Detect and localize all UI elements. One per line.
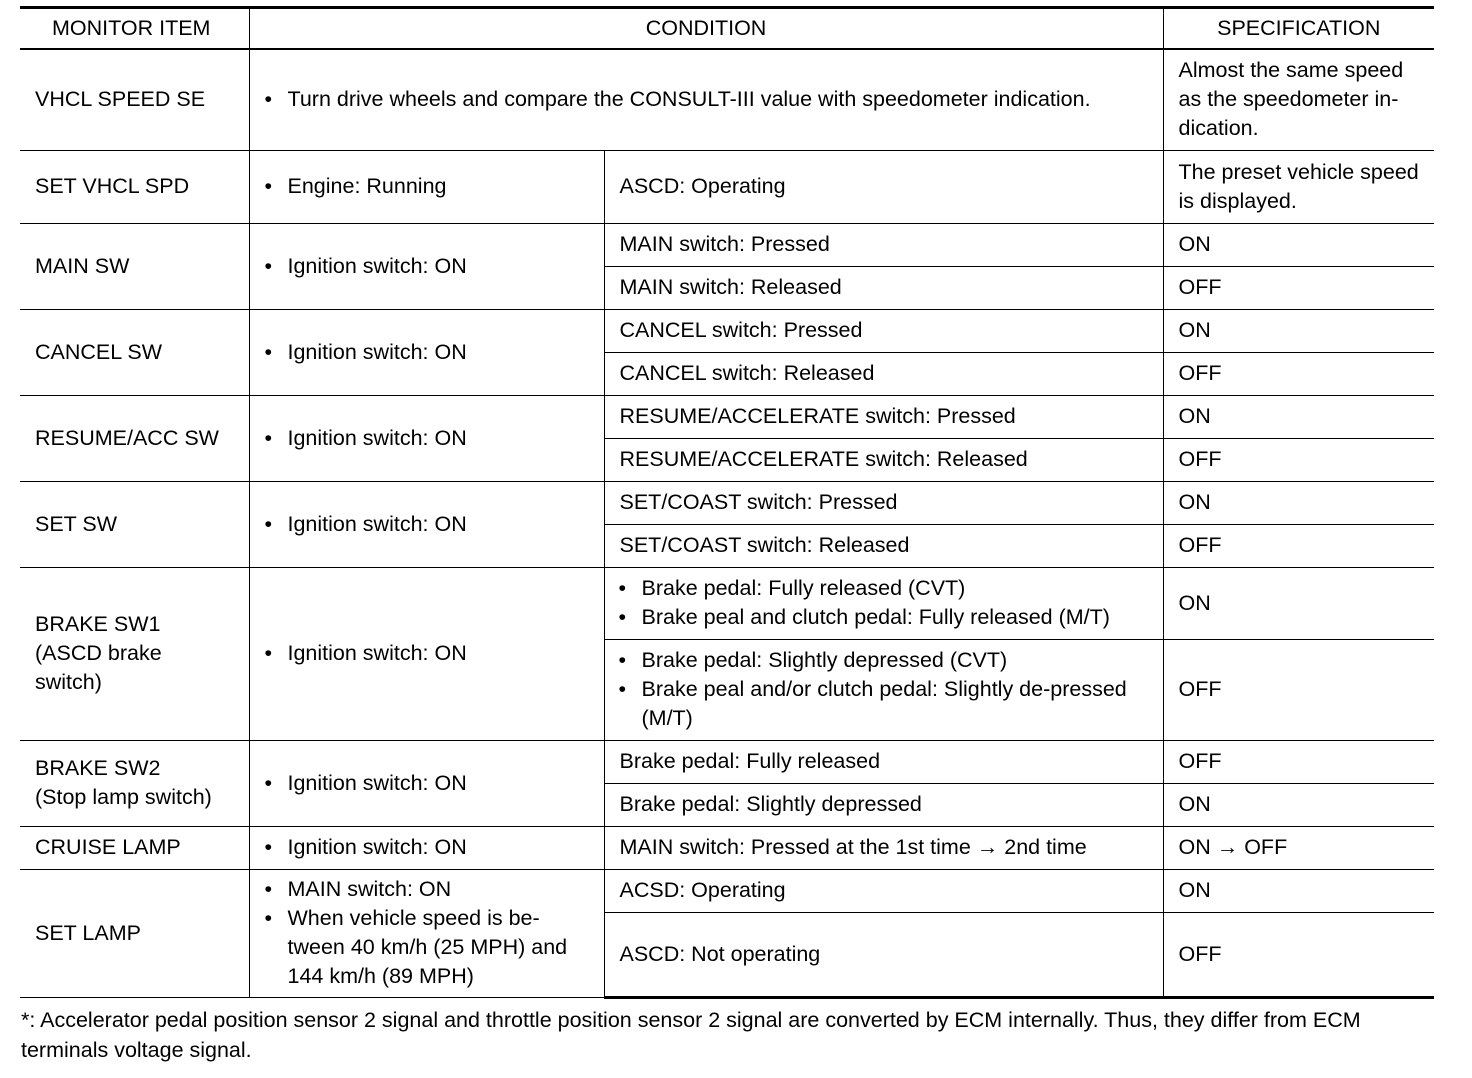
bullet-glyph: • — [264, 835, 273, 859]
state-cell: CANCEL switch: Released — [604, 352, 1163, 395]
state-cell: MAIN switch: Pressed — [604, 223, 1163, 266]
condition-text: Ignition switch: ON — [287, 835, 467, 859]
table-row — [20, 49, 1434, 150]
specification-cell: OFF — [1163, 352, 1434, 395]
state-cell: RESUME/ACCELERATE switch: Released — [604, 438, 1163, 481]
bullet-glyph: • — [618, 605, 627, 629]
condition-text: Ignition switch: ON — [287, 641, 467, 665]
specification-cell: ON — [1163, 783, 1434, 826]
condition-text: Ignition switch: ON — [287, 511, 467, 536]
state-cell: Brake pedal: Slightly depressed — [604, 783, 1163, 826]
state-cell: Brake pedal: Fully released — [604, 740, 1163, 783]
table-row — [20, 309, 1434, 352]
table-row — [20, 481, 1434, 524]
table-row — [20, 567, 1434, 639]
table-header-row — [20, 8, 1434, 50]
condition-cell — [249, 49, 1163, 150]
specification-cell: OFF — [1163, 524, 1434, 567]
bullet-glyph: • — [264, 906, 273, 930]
condition-cell — [249, 395, 604, 481]
document-page — [20, 6, 1434, 1065]
table-row — [20, 740, 1434, 783]
monitor-item-cell: SET SW — [20, 481, 249, 567]
bullet-glyph: • — [264, 877, 273, 901]
condition-text: Ignition switch: ON — [287, 425, 467, 450]
monitor-spec-table — [20, 6, 1434, 999]
condition-cell — [249, 740, 604, 826]
specification-cell: ON — [1163, 869, 1434, 912]
state-cell: RESUME/ACCELERATE switch: Pressed — [604, 395, 1163, 438]
specification-cell: OFF — [1163, 740, 1434, 783]
monitor-item-cell: MAIN SW — [20, 223, 249, 309]
bullet-glyph: • — [618, 677, 627, 701]
condition-cell — [249, 309, 604, 395]
header-condition: CONDITION — [249, 8, 1163, 50]
monitor-item-cell: CRUISE LAMP — [20, 826, 249, 869]
specification-cell: ON — [1163, 309, 1434, 352]
state-cell: ASCD: Operating — [604, 150, 1163, 223]
monitor-item-cell: RESUME/ACC SW — [20, 395, 249, 481]
monitor-item-cell: SET VHCL SPD — [20, 150, 249, 223]
specification-cell: ON → OFF — [1163, 826, 1434, 869]
state-cell: SET/COAST switch: Pressed — [604, 481, 1163, 524]
state-cell: SET/COAST switch: Released — [604, 524, 1163, 567]
condition-text: Ignition switch: ON — [287, 770, 467, 795]
condition-text: When vehicle speed is be-tween 40 km/h (25 MPH) and 144 km/h (89 MPH) — [287, 906, 568, 988]
specification-cell: Almost the same speed as the speedometer in-dication. — [1163, 49, 1434, 150]
specification-cell: ON — [1163, 223, 1434, 266]
header-monitor-item: MONITOR ITEM — [20, 8, 249, 50]
state-text: Brake peal and/or clutch pedal: Slightly de-pressed (M/T) — [641, 677, 1127, 730]
condition-cell — [249, 150, 604, 223]
footnote: *: Accelerator pedal position sensor 2 signal and throttle position sensor 2 signal are converted by ECM internally. Thus, they differ from ECM terminals voltage signal. — [21, 1007, 1361, 1062]
condition-text: Turn drive wheels and compare the CONSULT-III value with speedometer indication. — [287, 87, 1091, 112]
header-specification: SPECIFICATION — [1163, 8, 1434, 50]
state-cell: MAIN switch: Pressed at the 1st time → 2nd time — [604, 826, 1163, 869]
specification-cell: The preset vehicle speed is displayed. — [1163, 150, 1434, 223]
monitor-item-cell: CANCEL SW — [20, 309, 249, 395]
specification-cell: OFF — [1163, 438, 1434, 481]
state-cell — [604, 639, 1163, 740]
state-cell: CANCEL switch: Pressed — [604, 309, 1163, 352]
bullet-glyph: • — [618, 648, 627, 672]
specification-cell: ON — [1163, 481, 1434, 524]
state-cell: ASCD: Not operating — [604, 912, 1163, 997]
bullet-glyph: • — [264, 253, 273, 278]
condition-text: Engine: Running — [287, 174, 447, 198]
monitor-item-cell — [20, 740, 249, 826]
bullet-glyph: • — [264, 174, 273, 198]
specification-cell: OFF — [1163, 639, 1434, 740]
table-row — [20, 223, 1434, 266]
condition-cell — [249, 567, 604, 740]
specification-cell: ON — [1163, 395, 1434, 438]
bullet-glyph: • — [264, 339, 273, 364]
bullet-glyph: • — [264, 641, 273, 665]
monitor-item-line: BRAKE SW2 — [35, 756, 161, 780]
condition-cell — [249, 223, 604, 309]
monitor-item-cell: SET LAMP — [20, 869, 249, 997]
condition-text: MAIN switch: ON — [287, 877, 452, 901]
monitor-item-cell: VHCL SPEED SE — [20, 49, 249, 150]
state-cell: ACSD: Operating — [604, 869, 1163, 912]
condition-text: Ignition switch: ON — [287, 339, 467, 364]
specification-cell: OFF — [1163, 912, 1434, 997]
table-row — [20, 395, 1434, 438]
bullet-glyph: • — [264, 425, 273, 450]
monitor-item-line: (Stop lamp switch) — [35, 785, 212, 809]
specification-cell: OFF — [1163, 266, 1434, 309]
specification-cell: ON — [1163, 567, 1434, 639]
monitor-item-line: (ASCD brake — [35, 641, 162, 665]
state-cell — [604, 567, 1163, 639]
monitor-item-cell — [20, 567, 249, 740]
monitor-item-line: switch) — [35, 670, 102, 694]
bullet-glyph: • — [264, 87, 273, 112]
table-row — [20, 869, 1434, 912]
monitor-item-line: BRAKE SW1 — [35, 612, 161, 636]
condition-cell — [249, 481, 604, 567]
condition-cell — [249, 826, 604, 869]
condition-cell — [249, 869, 604, 997]
table-row — [20, 826, 1434, 869]
state-text: Brake pedal: Fully released (CVT) — [641, 576, 966, 600]
bullet-glyph: • — [264, 511, 273, 536]
state-text: Brake pedal: Slightly depressed (CVT) — [641, 648, 1008, 672]
state-cell: MAIN switch: Released — [604, 266, 1163, 309]
state-text: Brake peal and clutch pedal: Fully released (M/T) — [641, 605, 1110, 629]
bullet-glyph: • — [264, 770, 273, 795]
table-row — [20, 150, 1434, 223]
bullet-glyph: • — [618, 576, 627, 600]
condition-text: Ignition switch: ON — [287, 253, 467, 278]
